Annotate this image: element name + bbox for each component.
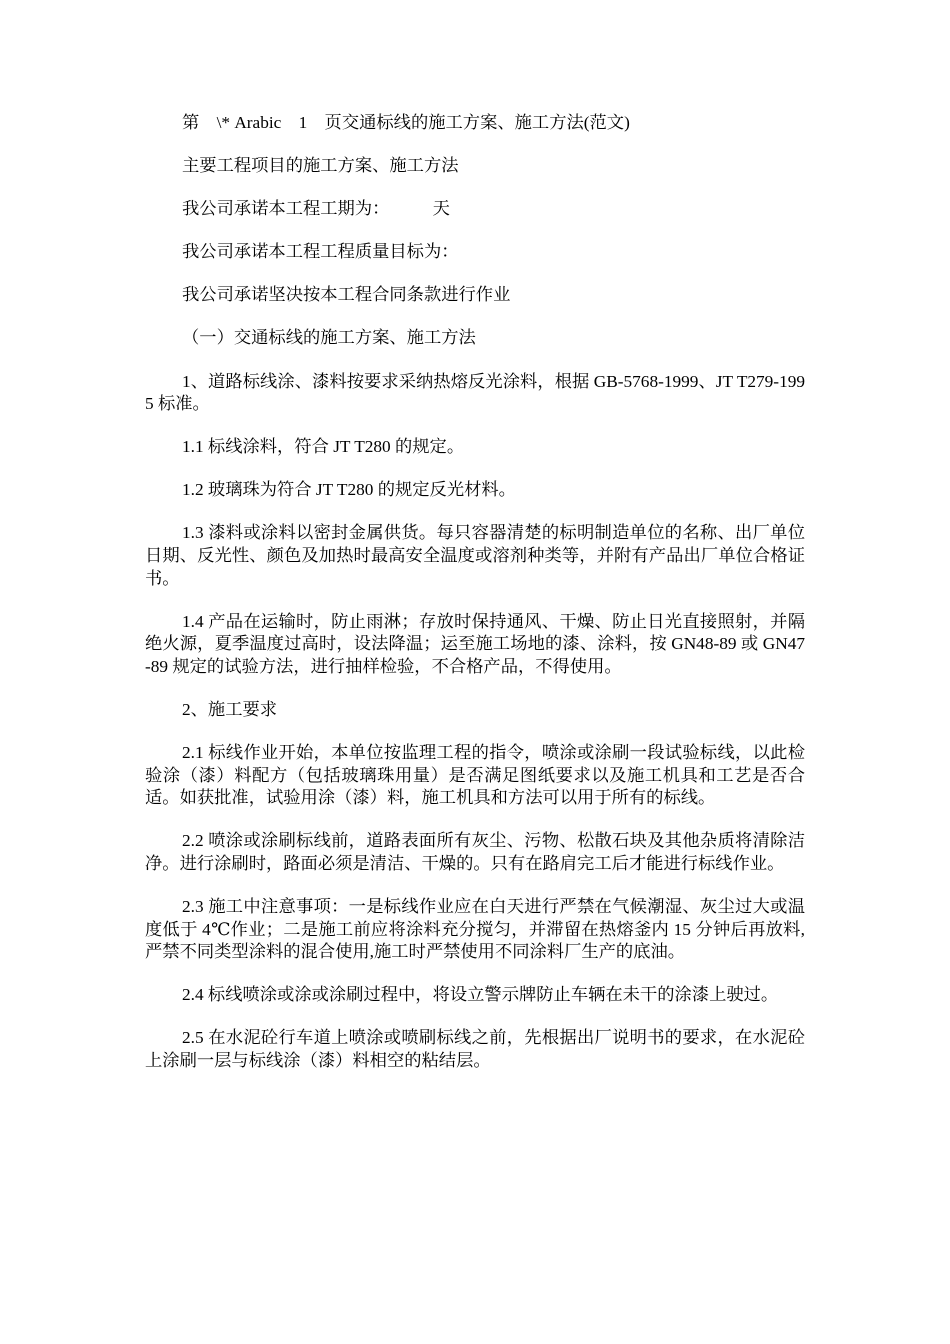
paragraph-1-1: 1.1 标线涂料，符合 JT T280 的规定。 bbox=[182, 437, 465, 457]
paragraph-2-heading: 2、施工要求 bbox=[182, 700, 278, 719]
paragraph-1-4: 1.4 产品在运输时，防止雨淋；存放时保持通风、干燥、防止日光直接照射，并隔绝火源，夏季温度过高时，设法降温；运至施工场地的漆、涂料，按 GN48-89 或 GN47-89 规定的试验方法，进行抽样检验，不合格产品，不得使用。 bbox=[145, 611, 805, 676]
paragraph-duration: 我公司承诺本工程工期为： 天 bbox=[182, 199, 450, 219]
page-header-line: 第 \* Arabic 1 页交通标线的施工方案、施工方法(范文) bbox=[182, 113, 630, 132]
paragraph-2-5: 2.5 在水泥砼行车道上喷涂或喷刷标线之前，先根据出厂说明书的要求，在水泥砼上涂刷一层与标线涂（漆）料相空的粘结层。 bbox=[145, 1028, 805, 1071]
document-body bbox=[145, 112, 805, 1093]
paragraph-2-3: 2.3 施工中注意事项：一是标线作业应在白天进行严禁在气候潮湿、灰尘过大或温度低于 4℃作业；二是施工前应将涂料充分搅匀，并滞留在热熔釜内 15 分钟后再放料,严禁不同类型涂料的混合使用,施工时严禁使用不同涂料厂生产的底油。 bbox=[145, 897, 805, 962]
paragraph-2-1: 2.1 标线作业开始，本单位按监理工程的指令，喷涂或涂刷一段试验标线，以此检验涂（漆）料配方（包括玻璃珠用量）是否满足图纸要求以及施工机具和工艺是否合适。如获批准，试验用涂（漆）料，施工机具和方法可以用于所有的标线。 bbox=[145, 743, 805, 808]
paragraph-1-2: 1.2 玻璃珠为符合 JT T280 的规定反光材料。 bbox=[182, 480, 516, 500]
paragraph-contract-commitment: 我公司承诺坚决按本工程合同条款进行作业 bbox=[182, 285, 511, 305]
section-title: 主要工程项目的施工方案、施工方法 bbox=[182, 156, 459, 176]
paragraph-2-2: 2.2 喷涂或涂刷标线前，道路表面所有灰尘、污物、松散石块及其他杂质将清除洁净。进行涂刷时，路面必须是清洁、干燥的。只有在路肩完工后才能进行标线作业。 bbox=[145, 831, 805, 873]
paragraph-1-3: 1.3 漆料或涂料以密封金属供货。每只容器清楚的标明制造单位的名称、出厂单位日期、反光性、颜色及加热时最高安全温度或溶剂种类等，并附有产品出厂单位合格证书。 bbox=[145, 523, 805, 588]
paragraph-1: 1、道路标线涂、漆料按要求采纳热熔反光涂料，根据 GB-5768-1999、JT T279-1995 标准。 bbox=[145, 371, 805, 414]
paragraph-quality-target: 我公司承诺本工程工程质量目标为： bbox=[182, 242, 459, 262]
paragraph-2-4: 2.4 标线喷涂或涂或涂刷过程中，将设立警示牌防止车辆在未干的涂漆上驶过。 bbox=[182, 985, 779, 1005]
subsection-heading: （一）交通标线的施工方案、施工方法 bbox=[182, 328, 476, 348]
